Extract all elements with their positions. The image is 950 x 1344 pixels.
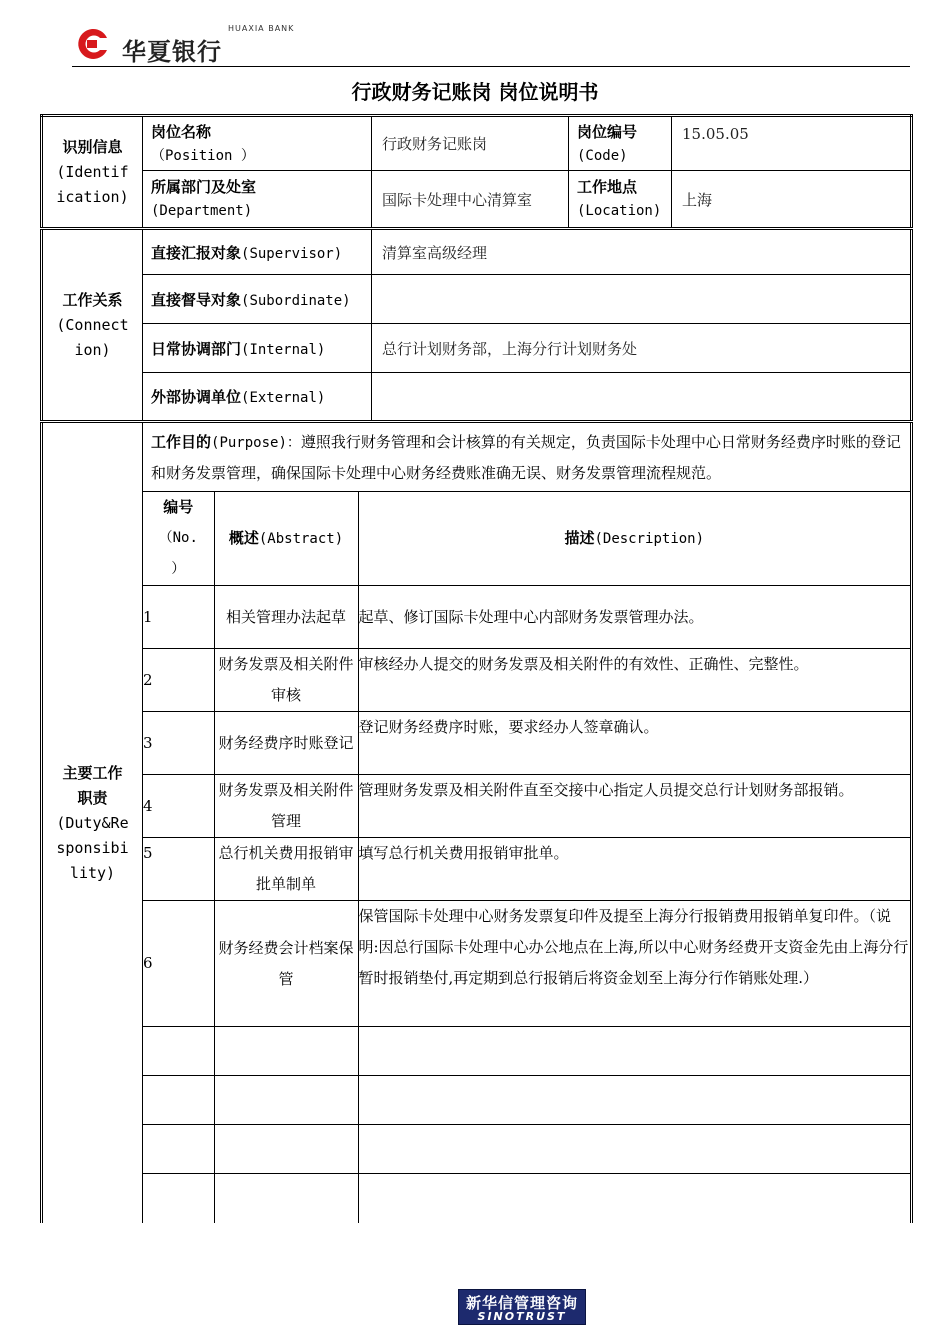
identification-section-label: 识别信息 (Identif ication) xyxy=(42,116,143,229)
huaxia-bank-logo-icon xyxy=(72,26,112,62)
code-label: 岗位编号 (Code) xyxy=(569,116,672,171)
identification-row-2 xyxy=(42,171,912,229)
connection-row xyxy=(42,229,912,275)
duty-item-row: 1 相关管理办法起草 起草、修订国际卡处理中心内部财务发票管理办法。 xyxy=(143,586,910,649)
bank-name-cn: 华夏银行 xyxy=(122,38,222,66)
purpose-block: 工作目的(Purpose)：遵照我行财务管理和会计核算的有关规定，负责国际卡处理中心日常财务经费序时账的登记和财务发票管理，确保国际卡处理中心财务经费账准确无误、财务发票管理流程规范。 xyxy=(151,433,901,482)
footer-logo-cn: 新华信管理咨询 xyxy=(465,1294,578,1312)
duty-empty-row xyxy=(143,1174,910,1223)
duty-content xyxy=(143,422,912,1224)
code-value: 15.05.05 xyxy=(672,116,912,171)
supervisor-value: 清算室高级经理 xyxy=(372,229,912,275)
connection-row xyxy=(42,324,912,373)
department-value: 国际卡处理中心清算室 xyxy=(372,171,569,229)
duty-empty-row xyxy=(143,1076,910,1125)
location-label: 工作地点 (Location) xyxy=(569,171,672,229)
supervisor-label: 直接汇报对象(Supervisor) xyxy=(143,229,372,275)
duty-empty-row xyxy=(143,1027,910,1076)
col-description-header: 描述(Description) xyxy=(358,492,910,586)
internal-label: 日常协调部门(Internal) xyxy=(143,324,372,373)
connection-row xyxy=(42,373,912,422)
external-label: 外部协调单位(External) xyxy=(143,373,372,422)
col-abstract-header: 概述(Abstract) xyxy=(214,492,358,586)
duty-section-label: 主要工作 职责 (Duty&Re sponsibi lity) xyxy=(42,422,143,1224)
duty-row xyxy=(42,422,912,1224)
duty-item-row: 6 财务经费会计档案保管 保管国际卡处理中心财务发票复印件及提至上海分行报销费用报销单复印件。（说明:因总行国际卡处理中心办公地点在上海,所以中心财务经费开支资金先由上海分行暂时报销垫付,再定期到总行报销后将资金划至上海分行作销账处理.） xyxy=(143,901,910,1027)
internal-value: 总行计划财务部，上海分行计划财务处 xyxy=(372,324,912,373)
duty-item-row: 2 财务发票及相关附件审核 审核经办人提交的财务发票及相关附件的有效性、正确性、完整性。 xyxy=(143,649,910,712)
department-label: 所属部门及处室 (Department) xyxy=(143,171,372,229)
identification-row-1 xyxy=(42,116,912,171)
duty-empty-row xyxy=(143,1125,910,1174)
subordinate-label: 直接督导对象(Subordinate) xyxy=(143,275,372,324)
duty-table xyxy=(143,491,910,1223)
connection-section-label: 工作关系 (Connect ion) xyxy=(42,229,143,422)
job-description-table xyxy=(40,114,913,1223)
position-label: 岗位名称 （Position ） xyxy=(143,116,372,171)
sinotrust-logo xyxy=(458,1289,586,1325)
page-header xyxy=(72,24,910,67)
col-no-header: 编号 （No. ） xyxy=(143,492,214,586)
duty-item-row: 4 财务发票及相关附件管理 管理财务发票及相关附件直至交接中心指定人员提交总行计划财务部报销。 xyxy=(143,775,910,838)
external-value xyxy=(372,373,912,422)
purpose-text: 遵照我行财务管理和会计核算的有关规定，负责国际卡处理中心日常财务经费序时账的登记和财务发票管理，确保国际卡处理中心财务经费账准确无误、财务发票管理流程规范。 xyxy=(151,433,901,482)
document-title: 行政财务记账岗 岗位说明书 xyxy=(351,80,599,104)
duty-item-row: 5 总行机关费用报销审批单制单 填写总行机关费用报销审批单。 xyxy=(143,838,910,901)
bank-name-en: HUAXIA BANK xyxy=(228,24,295,33)
duty-table-header xyxy=(143,492,910,586)
subordinate-value xyxy=(372,275,912,324)
footer-logo-en: SINOTRUST xyxy=(477,1310,567,1323)
duty-item-row: 3 财务经费序时账登记 登记财务经费序时账，要求经办人签章确认。 xyxy=(143,712,910,775)
location-value: 上海 xyxy=(672,171,912,229)
connection-row xyxy=(42,275,912,324)
position-value: 行政财务记账岗 xyxy=(372,116,569,171)
